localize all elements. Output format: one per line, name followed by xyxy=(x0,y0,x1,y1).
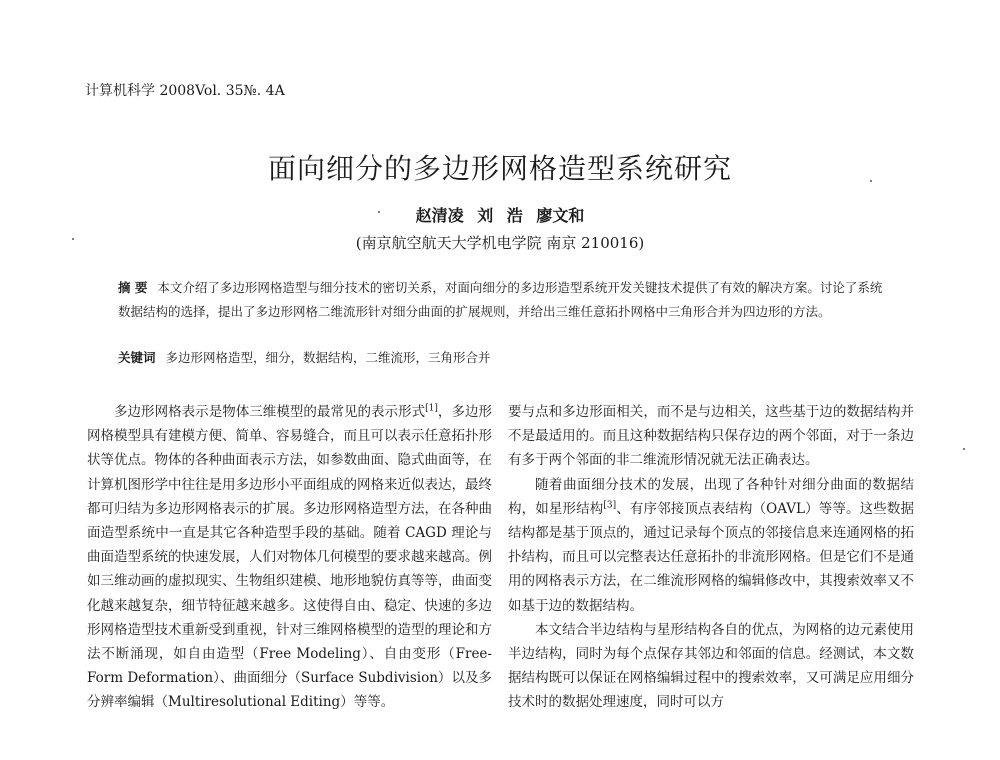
body-column-left xyxy=(87,400,492,715)
keywords-text: 多边形网格造型，细分，数据结构，二维流形，三角形合并 xyxy=(165,350,491,365)
paragraph xyxy=(508,473,914,618)
body-column-right xyxy=(508,400,914,715)
journal-header: 计算机科学 2008Vol. 35№. 4A xyxy=(85,83,285,99)
paragraph-text: ，多边形网格模型具有建模方便、简单、容易缝合，而且可以表示任意拓扑形状等优点。物体的各种曲面表示方法，如参数曲面、隐式曲面等，在计算机图形学中往往是用多边形小平面组成的网格来近似表达，最终都可归结为多边形网格表示的扩展。多边形网格造型方法，在各种曲面造型系统中一直是其它各种造型手段的基础。随着 CAGD 理论与曲面造型系统的快速发展，人们对物体几何模型的要求越来越高。例如三维动画的虚拟现实、生物组织建模、地形地貌仿真等等，曲面变化越来越复杂，细节特征越来越多。这使得自由、稳定、快速的多边形网格造型技术重新受到重视，针对三维网格模型的造型的理论和方法不断涌现，如自由造型（Free Modeling）、自由变形（Free-Form Deformation）、曲面细分（Surface Subdivision）以及多分辨率编辑（Multiresolutional Editing）等等。 xyxy=(87,404,493,711)
keywords xyxy=(118,348,888,366)
keywords-label: 关键词 xyxy=(118,350,156,365)
paragraph-text: 、有序邻接顶点表结构（OAVL）等等。这些数据结构都是基于顶点的，通过记录每个顶点的邻接信息来连通网格的拓扑结构，而且可以完整表达任意拓扑的非流形网格。但是它们不是通用的网格表示方法，在二维流形网格的编辑修改中，其搜索效率又不如基于边的数据结构。 xyxy=(508,500,915,614)
scan-speck xyxy=(72,238,74,240)
paragraph-text: 随着曲面细分技术的发展，出现了各种针对细分曲面的数据结构，如星形结构 xyxy=(508,476,914,517)
author-list: 赵清凌 刘 浩 廖文和 xyxy=(415,206,585,225)
citation-ref: [3] xyxy=(603,500,617,511)
paragraph: 要与点和多边形面相关，而不是与边相关，这些基于边的数据结构并不是最适用的。而且这种数据结构只保存边的两个邻面，对于一条边有多于两个邻面的非二维流形情况就无法正确表达。 xyxy=(508,404,914,469)
paragraph xyxy=(87,400,492,715)
paragraph: 本文结合半边结构与星形结构各自的优点，为网格的边元素使用半边结构，同时为每个点保存其邻边和邻面的信息。经测试，本文数据结构既可以保证在网格编辑过程中的搜索效率，又可满足应用细分技术时的数据处理速度，同时可以方 xyxy=(508,621,914,711)
paragraph-text: 多边形网格表示是物体三维模型的最常见的表示形式 xyxy=(114,404,426,420)
abstract-label: 摘 要 xyxy=(118,280,148,295)
scan-speck xyxy=(963,448,965,450)
paper-title: 面向细分的多边形网格造型系统研究 xyxy=(267,152,732,185)
abstract-text: 本文介绍了多边形网格造型与细分技术的密切关系，对面向细分的多边形造型系统开发关键技术提供了有效的解决方案。讨论了系统数据结构的选择，提出了多边形网格二维流形针对细分曲面的扩展规则，并给出三维任意拓扑网格中三角形合并为四边形的方法。 xyxy=(118,280,883,319)
abstract xyxy=(118,276,888,323)
affiliation: (南京航空航天大学机电学院 南京 210016) xyxy=(355,234,645,252)
citation-ref: [1] xyxy=(425,403,438,414)
scan-speck xyxy=(870,180,872,182)
scan-speck xyxy=(378,211,380,213)
